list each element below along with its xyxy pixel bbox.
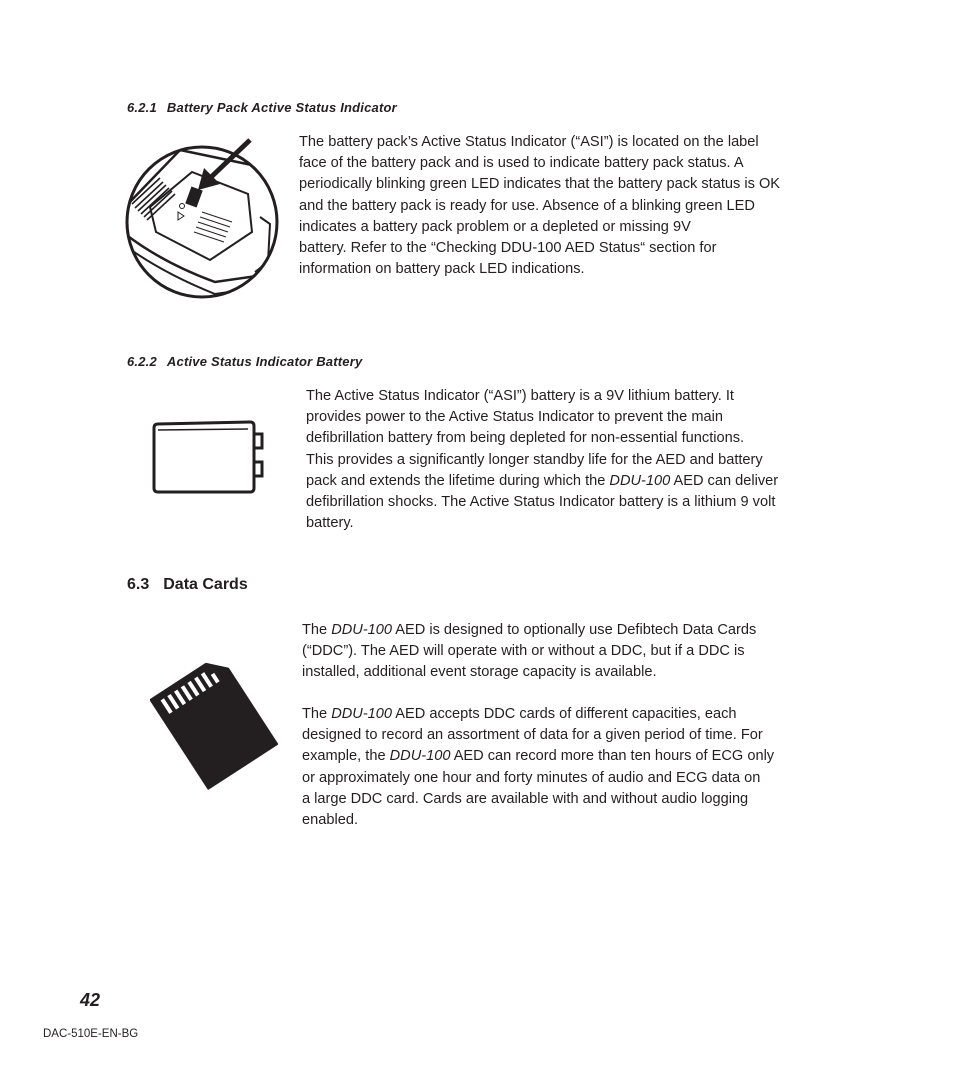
data-cards-paragraph-2: [302, 704, 774, 831]
text-span: AED can record more than ten hours of ECG only: [450, 748, 775, 765]
data-card-illustration: [150, 650, 280, 790]
asi-description: [299, 132, 780, 280]
text-line: battery.: [306, 515, 354, 532]
text-span: AED is designed to optionally use Defibtech Data Cards: [392, 622, 757, 638]
page-number: 42: [80, 990, 101, 1010]
text-line: indicates a battery pack problem or a depleted or missing 9V: [299, 218, 691, 235]
text-span: example, the: [302, 748, 390, 765]
text-line: [306, 471, 778, 492]
asi-battery-description: [306, 386, 778, 534]
text-span: AED accepts DDC cards of different capacities, each: [392, 706, 737, 722]
text-span: The: [302, 706, 332, 722]
text-line: designed to record an assortment of data for a given period of time. For: [302, 727, 763, 744]
text-line: The battery pack’s Active Status Indicator (“ASI”) is located on the label: [299, 134, 759, 150]
data-cards-paragraph-1: [302, 620, 756, 684]
text-line: battery. Refer to the “Checking DDU-100 AED Status“ section for: [299, 240, 717, 257]
product-name: DDU-100: [331, 622, 393, 638]
text-line: enabled.: [302, 812, 358, 829]
section-title: Data Cards: [163, 576, 248, 593]
text-line: The Active Status Indicator (“ASI”) battery is a 9V lithium battery. It: [306, 388, 734, 404]
text-line: (“DDC”). The AED will operate with or without a DDC, but if a DDC is: [302, 643, 745, 660]
text-line: and the battery pack is ready for use. Absence of a blinking green LED: [299, 197, 755, 214]
text-line: [302, 620, 756, 641]
text-line: This provides a significantly longer standby life for the AED and battery: [306, 451, 763, 468]
section-title: Battery Pack Active Status Indicator: [166, 100, 397, 115]
document-code: DAC-510E-EN-BG: [43, 1028, 139, 1040]
product-name: DDU-100: [609, 472, 671, 489]
text-line: face of the battery pack and is used to indicate battery pack status. A: [299, 155, 744, 172]
text-line: [302, 746, 774, 767]
section-title: Active Status Indicator Battery: [166, 354, 363, 369]
product-name: DDU-100: [331, 706, 393, 722]
text-line: periodically blinking green LED indicates that the battery pack status is OK: [299, 176, 781, 193]
text-line: [302, 704, 774, 725]
section-number: 6.3: [127, 576, 150, 593]
heading-6-3: [127, 576, 248, 594]
text-line: provides power to the Active Status Indicator to prevent the main: [306, 409, 723, 426]
text-span: pack and extends the lifetime during which the: [306, 472, 610, 489]
section-number: 6.2.2: [127, 354, 157, 369]
product-name: DDU-100: [389, 748, 451, 765]
battery-pack-asi-illustration: [120, 132, 285, 307]
heading-6-2-2: [127, 354, 362, 369]
text-line: defibrillation battery from being depleted for non-essential functions.: [306, 430, 745, 447]
nine-volt-battery-illustration: [150, 418, 268, 498]
text-line: installed, additional event storage capacity is available.: [302, 664, 657, 681]
text-line: information on battery pack LED indications.: [299, 261, 585, 278]
section-number: 6.2.1: [127, 100, 157, 115]
text-line: defibrillation shocks. The Active Status Indicator battery is a lithium 9 volt: [306, 494, 776, 511]
text-span: AED can deliver: [670, 472, 779, 489]
text-span: The: [302, 622, 332, 638]
text-line: or approximately one hour and forty minutes of audio and ECG data on: [302, 769, 761, 786]
heading-6-2-1: [127, 100, 397, 115]
text-line: a large DDC card. Cards are available with and without audio logging: [302, 790, 749, 807]
